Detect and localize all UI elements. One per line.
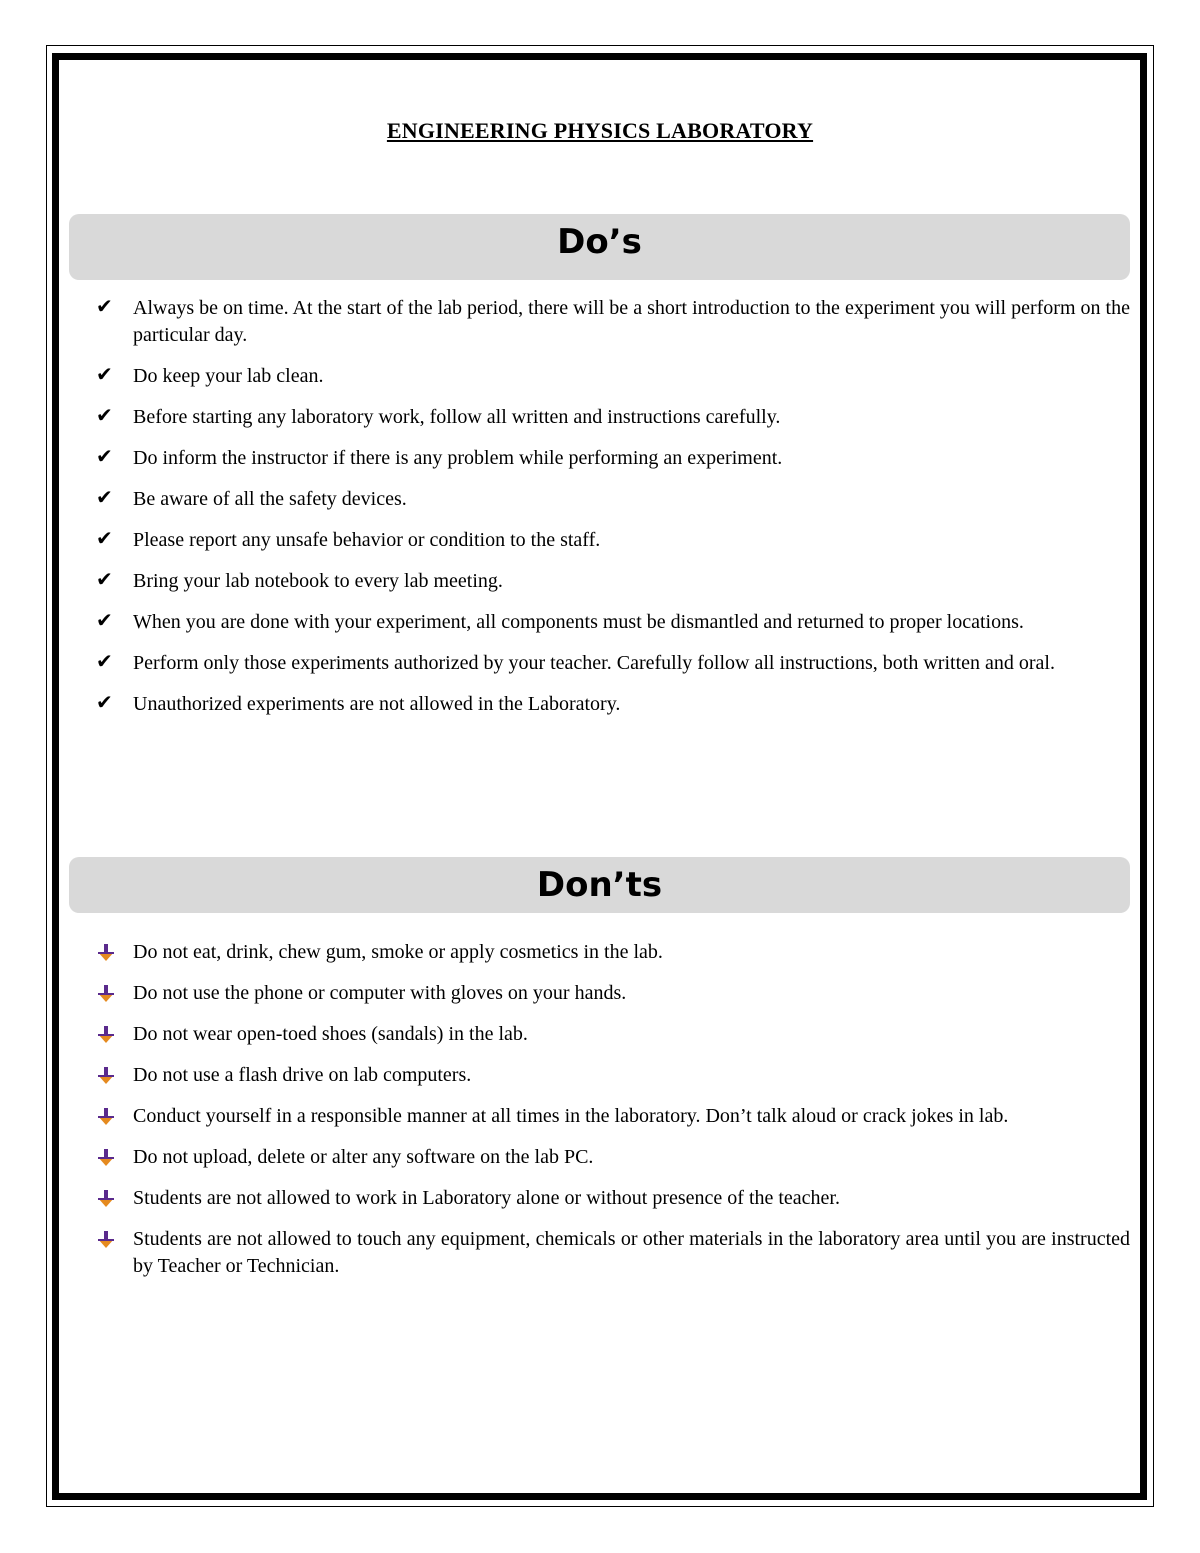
dos-list-item <box>96 445 1130 472</box>
dos-list-item <box>96 404 1130 431</box>
checkmark-icon: ✔ <box>96 485 113 509</box>
donts-item-text: Do not eat, drink, chew gum, smoke or apply cosmetics in the lab. <box>133 941 663 963</box>
dos-list-item <box>96 363 1130 390</box>
checkmark-icon: ✔ <box>96 526 113 550</box>
document-title: ENGINEERING PHYSICS LABORATORY <box>386 118 814 143</box>
checkmark-icon: ✔ <box>96 444 113 468</box>
checkmark-icon: ✔ <box>96 403 113 427</box>
donts-item-text: Do not use a flash drive on lab computers. <box>133 1064 472 1086</box>
donts-list-item <box>96 939 1130 966</box>
checkmark-icon: ✔ <box>96 294 113 318</box>
checkmark-icon: ✔ <box>96 608 113 632</box>
checkmark-icon: ✔ <box>96 362 113 386</box>
checkmark-icon: ✔ <box>96 567 113 591</box>
donts-item-text: Students are not allowed to touch any equipment, chemicals or other materials in the laboratory area until you are instructed by Teacher or Technician. <box>133 1228 1130 1277</box>
donts-item-text: Do not use the phone or computer with gloves on your hands. <box>133 982 627 1004</box>
donts-list-item <box>96 1144 1130 1171</box>
donts-list-item <box>96 1185 1130 1212</box>
dos-list-item <box>96 527 1130 554</box>
donts-list-item <box>96 1062 1130 1089</box>
dos-item-text: Do inform the instructor if there is any problem while performing an experiment. <box>133 447 783 469</box>
checkmark-icon: ✔ <box>96 690 113 714</box>
down-arrow-icon <box>98 985 114 1002</box>
dos-list-item <box>96 609 1130 636</box>
dos-item-text: Always be on time. At the start of the lab period, there will be a short introduction to the experiment you will perform on the particular day. <box>133 297 1130 346</box>
dos-item-text: Before starting any laboratory work, follow all written and instructions carefully. <box>133 406 781 428</box>
donts-item-text: Students are not allowed to work in Laboratory alone or without presence of the teacher. <box>133 1187 840 1209</box>
down-arrow-icon <box>98 1108 114 1125</box>
down-arrow-icon <box>98 1149 114 1166</box>
checkmark-icon: ✔ <box>96 649 113 673</box>
donts-list-item <box>96 1103 1130 1130</box>
donts-item-text: Do not upload, delete or alter any software on the lab PC. <box>133 1146 594 1168</box>
donts-list-item <box>96 980 1130 1007</box>
dos-list <box>96 295 1130 732</box>
donts-item-text: Do not wear open-toed shoes (sandals) in the lab. <box>133 1023 528 1045</box>
dos-item-text: Please report any unsafe behavior or condition to the staff. <box>133 529 601 551</box>
down-arrow-icon <box>98 1190 114 1207</box>
dos-item-text: Be aware of all the safety devices. <box>133 488 407 510</box>
dos-list-item <box>96 568 1130 595</box>
dos-item-text: Perform only those experiments authorized by your teacher. Carefully follow all instructions, both written and oral. <box>133 652 1055 674</box>
down-arrow-icon <box>98 1026 114 1043</box>
down-arrow-icon <box>98 1067 114 1084</box>
donts-item-text: Conduct yourself in a responsible manner at all times in the laboratory. Don’t talk aloud or crack jokes in lab. <box>133 1105 1009 1127</box>
dos-item-text: When you are done with your experiment, all components must be dismantled and returned to proper locations. <box>133 611 1024 633</box>
dos-list-item <box>96 691 1130 718</box>
dos-item-text: Do keep your lab clean. <box>133 365 324 387</box>
down-arrow-icon <box>98 944 114 961</box>
dos-heading: Do’s <box>69 214 1130 280</box>
dos-item-text: Bring your lab notebook to every lab meeting. <box>133 570 503 592</box>
donts-list-item <box>96 1226 1130 1280</box>
dos-list-item <box>96 650 1130 677</box>
donts-heading: Don’ts <box>69 857 1130 913</box>
dos-list-item <box>96 295 1130 349</box>
donts-list-item <box>96 1021 1130 1048</box>
dos-item-text: Unauthorized experiments are not allowed in the Laboratory. <box>133 693 621 715</box>
dos-list-item <box>96 486 1130 513</box>
down-arrow-icon <box>98 1231 114 1248</box>
donts-list <box>96 939 1130 1294</box>
